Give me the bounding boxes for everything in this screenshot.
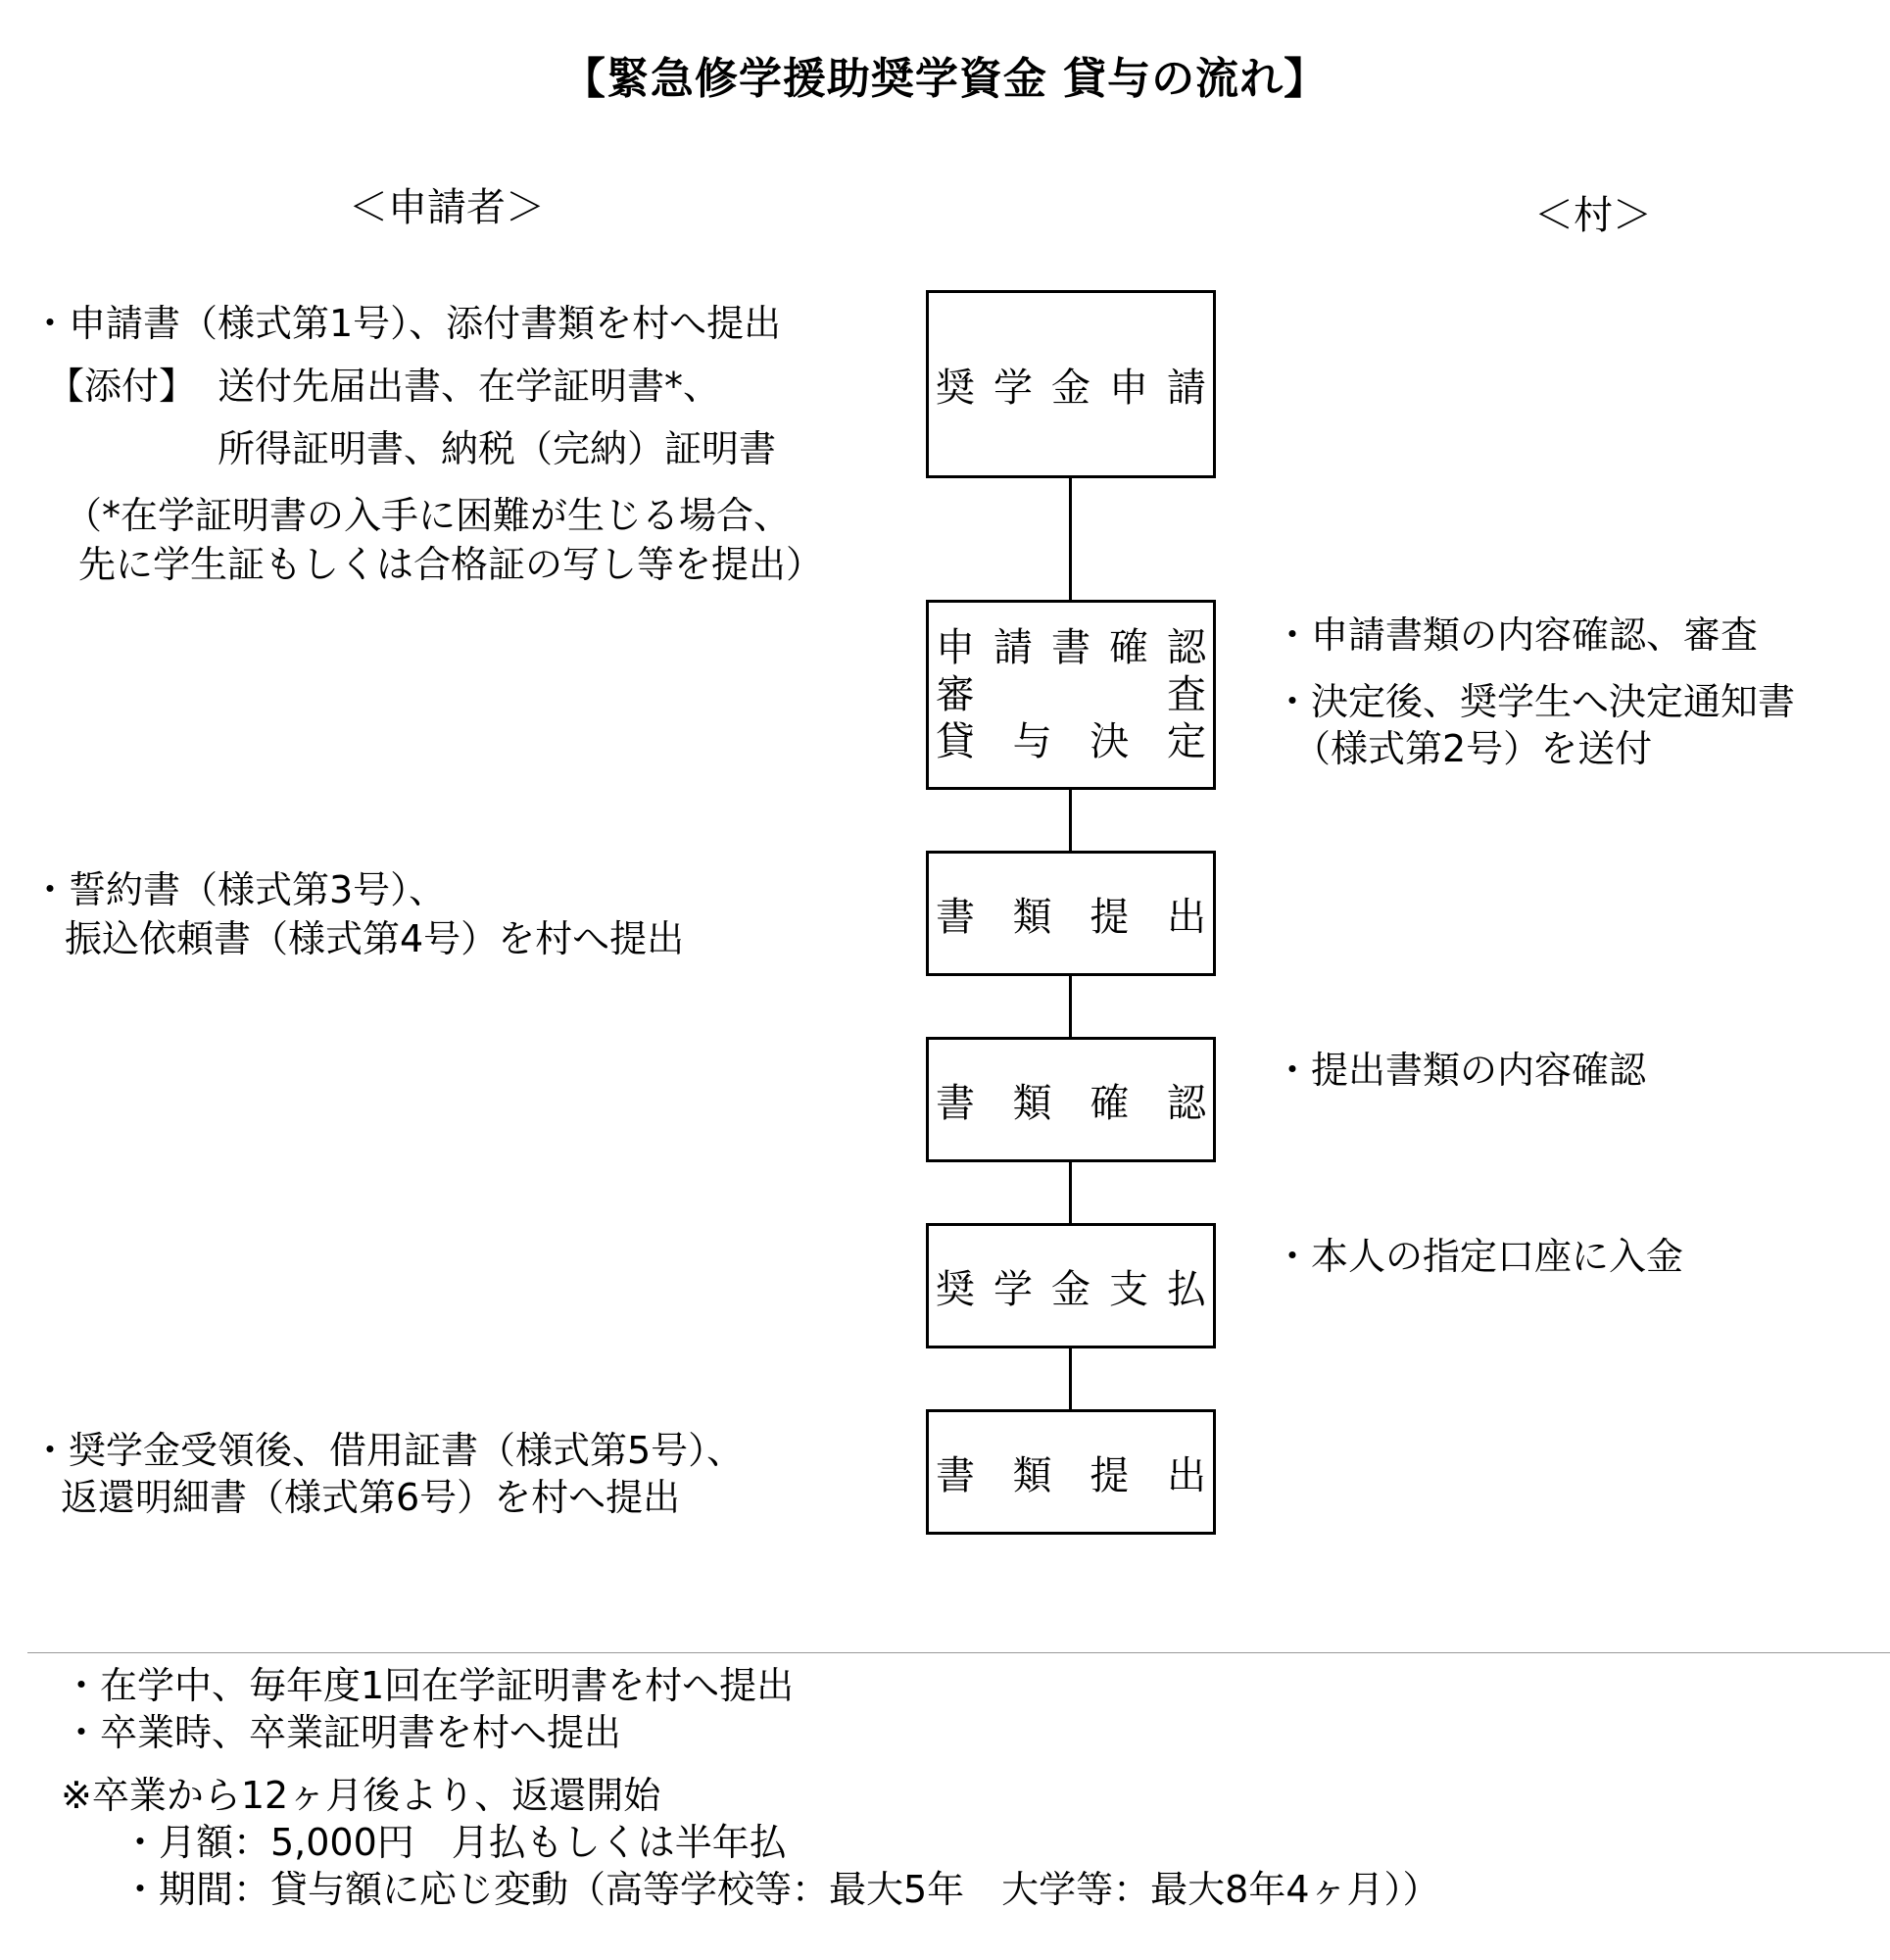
applicant-note-pledge: ・誓約書（様式第3号）、: [31, 868, 447, 911]
flow-step-label: 奨 学 金 申 請: [936, 365, 1206, 411]
repayment-period: ・期間：貸与額に応じ変動（高等学校等：最大5年 大学等：最大8年4ヶ月））: [121, 1868, 1440, 1911]
footer-note: ・卒業時、卒業証明書を村へ提出: [63, 1711, 622, 1754]
applicant-note-receipt: 返還明細書（様式第6号）を村へ提出: [61, 1476, 681, 1519]
village-note-decision: （様式第2号）を送付: [1293, 727, 1653, 770]
flow-step-review-decision: [926, 600, 1216, 790]
divider-line: [27, 1652, 1890, 1653]
flow-connector: [1069, 476, 1072, 602]
flow-connector: [1069, 974, 1072, 1039]
flow-step-label: 奨 学 金 支 払: [936, 1266, 1206, 1312]
flow-step-label: 書 類 提 出: [936, 894, 1206, 940]
attachment-list-line: 送付先届出書、在学証明書*、: [218, 365, 721, 408]
applicant-note-application: ・申請書（様式第1号）、添付書類を村へ提出: [31, 302, 782, 345]
column-header-village: ＜村＞: [1534, 193, 1652, 238]
applicant-note-pledge: 振込依頼書（様式第4号）を村へ提出: [65, 917, 685, 960]
repayment-note: ※卒業から12ヶ月後より、返還開始: [61, 1774, 661, 1817]
flow-step-label: 書 類 確 認: [936, 1080, 1206, 1126]
flow-step-scholarship-application: [926, 290, 1216, 478]
flow-connector: [1069, 788, 1072, 853]
village-note-decision: ・決定後、奨学生へ決定通知書: [1274, 680, 1796, 723]
flow-connector: [1069, 1160, 1072, 1225]
village-note-check: ・提出書類の内容確認: [1274, 1049, 1647, 1092]
footer-note: ・在学中、毎年度1回在学証明書を村へ提出: [63, 1664, 795, 1707]
attachment-tag: 【添付】: [47, 365, 197, 408]
attachment-list-line: 所得証明書、納税（完納）証明書: [218, 427, 777, 470]
village-note-review: ・申請書類の内容確認、審査: [1274, 613, 1759, 657]
column-header-applicant: ＜申請者＞: [349, 185, 545, 230]
flow-step-document-check: [926, 1037, 1216, 1162]
repayment-amount: ・月額：5,000円 月払もしくは半年払: [121, 1821, 787, 1864]
attachment-footnote: 先に学生証もしくは合格証の写し等を提出）: [78, 543, 824, 586]
flow-step-document-submission: [926, 851, 1216, 976]
page-title: 【緊急修学援助奨学資金 貸与の流れ】: [561, 54, 1329, 104]
village-note-payment: ・本人の指定口座に入金: [1274, 1235, 1684, 1278]
applicant-note-receipt: ・奨学金受領後、借用証書（様式第5号）、: [31, 1429, 745, 1472]
attachment-footnote: （*在学証明書の入手に困難が生じる場合、: [65, 494, 792, 537]
flow-step-final-document-submission: [926, 1409, 1216, 1535]
flow-step-label: 書 類 提 出: [936, 1452, 1206, 1498]
flow-connector: [1069, 1347, 1072, 1411]
flow-step-label: 申 請 書 確 認 審 査 貸 与 決 定: [936, 625, 1206, 764]
flow-step-scholarship-payment: [926, 1223, 1216, 1348]
